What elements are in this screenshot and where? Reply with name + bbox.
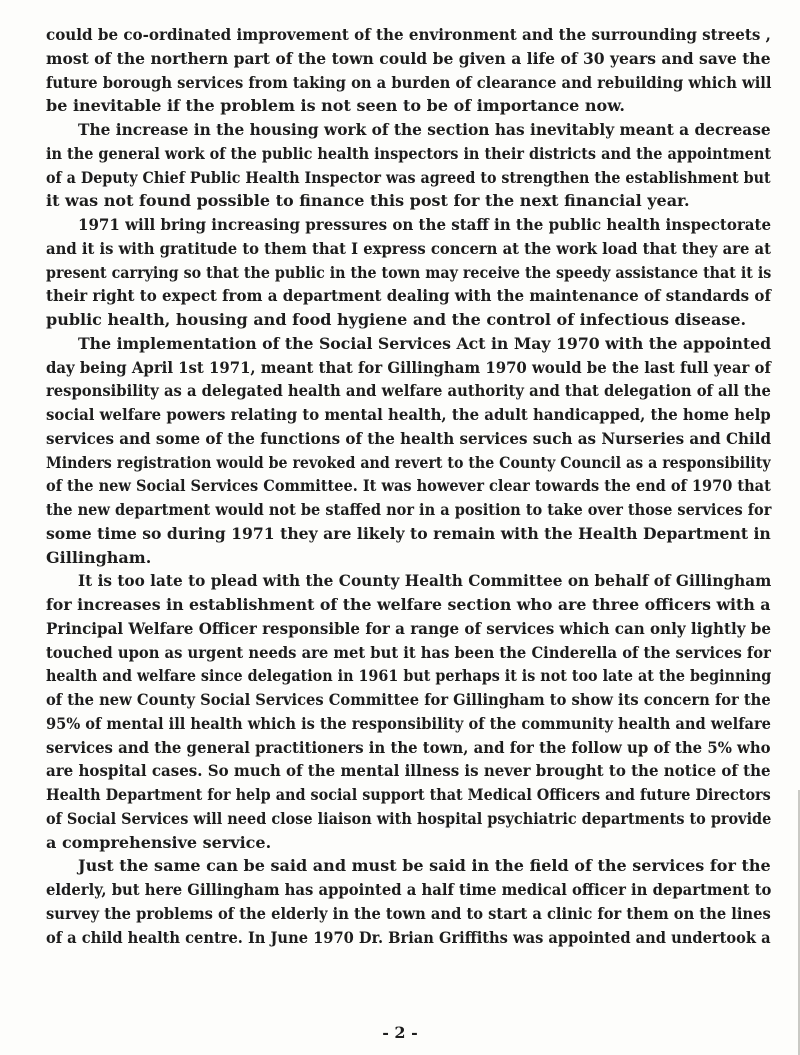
text-line: in the general work of the public health inspectors in their districts and the appointment xyxy=(46,143,772,163)
text-line: The increase in the housing work of the section has inevitably meant a decrease xyxy=(78,120,771,139)
text-line: Health Department for help and social support that Medical Officers and future Directors xyxy=(46,785,771,804)
text-line: public health, housing and food hygiene and the control of infectious disease. xyxy=(46,310,747,329)
text-line: future borough services from taking on a burden of clearance and rebuilding which will xyxy=(46,72,772,92)
text-line: The implementation of the Social Services Act in May 1970 with the appointed xyxy=(78,333,772,353)
text-line: for increases in establishment of the welfare section who are three officers with a xyxy=(46,595,771,614)
text-line: of Social Services will need close liaison with hospital psychiatric departments to provide xyxy=(46,808,772,828)
text-line: of the new Social Services Committee. It was however clear towards the end of 1970 that xyxy=(46,476,771,496)
text-line: day being April 1st 1971, meant that for Gillingham 1970 would be the last full year of xyxy=(46,357,771,377)
text-line: their right to expect from a department dealing with the maintenance of standards of xyxy=(46,286,771,306)
text-line: of a Deputy Chief Public Health Inspector was agreed to strengthen the establishment but xyxy=(46,167,771,187)
text-line: Minders registration would be revoked and revert to the County Council as a responsibility xyxy=(46,452,771,472)
text-line: be inevitable if the problem is not seen to be of importance now. xyxy=(46,96,625,116)
text-line: social welfare powers relating to mental health, the adult handicapped, the home help xyxy=(46,405,771,424)
text-line: 1971 will bring increasing pressures on the staff in the public health inspectorate xyxy=(78,215,772,234)
text-line: it was not found possible to finance this post for the next financial year. xyxy=(46,191,690,211)
text-line: Gillingham. xyxy=(46,547,152,567)
text-line: services and some of the functions of the health services such as Nurseries and Child xyxy=(46,428,772,448)
text-line: of a child health centre. In June 1970 Dr. Brian Griffiths was appointed and undertook a xyxy=(46,927,771,947)
text-line: touched upon as urgent needs are met but it has been the Cinderella of the services for xyxy=(46,642,771,662)
page-number: - 2 - xyxy=(382,1023,418,1042)
text-line: health and welfare since delegation in 1961 but perhaps it is not too late at the beginning xyxy=(46,666,772,686)
text-line: and it is with gratitude to them that I express concern at the work load that they are at xyxy=(46,238,771,258)
text-line: could be co-ordinated improvement of the environment and the surrounding streets , xyxy=(46,25,771,44)
text-line: a comprehensive service. xyxy=(46,832,272,852)
text-line: It is too late to plead with the County Health Committee on behalf of Gillingham xyxy=(78,571,772,591)
text-line: of the new County Social Services Committee for Gillingham to show its concern for the xyxy=(46,690,771,709)
text-line: some time so during 1971 they are likely to remain with the Health Department in xyxy=(46,523,771,543)
text-line: 95% of mental ill health which is the responsibility of the community health and welfare xyxy=(46,713,771,733)
text-line: responsibility as a delegated health and welfare authority and that delegation of all the xyxy=(46,381,771,401)
text-line: present carrying so that the public in the town may receive the speedy assistance that it is xyxy=(46,262,772,282)
text-line: elderly, but here Gillingham has appointed a half time medical officer in department to xyxy=(46,880,772,899)
text-line: Principal Welfare Officer responsible for a range of services which can only lightly be xyxy=(46,618,771,638)
text-line: the new department would not be staffed nor in a position to take over those services for xyxy=(46,500,772,519)
text-line: services and the general practitioners in the town, and for the follow up of the 5% who xyxy=(46,737,771,757)
text-line: are hospital cases. So much of the mental illness is never brought to the notice of the xyxy=(46,761,771,781)
text-line: Just the same can be said and must be said in the field of the services for the xyxy=(78,856,771,876)
text-line: most of the northern part of the town could be given a life of 30 years and save the xyxy=(46,48,771,68)
text-line: survey the problems of the elderly in the town and to start a clinic for them on the lines xyxy=(46,903,771,923)
